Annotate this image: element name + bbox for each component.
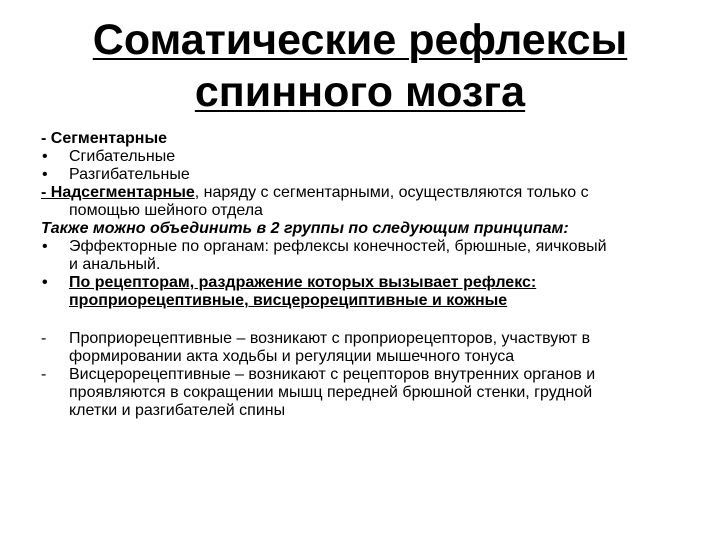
suprasegmental-heading: - Надсегментарные [41, 184, 195, 201]
list-item-effector [41, 238, 681, 274]
bullet-icon: • [42, 148, 48, 165]
spacer [41, 310, 681, 330]
receptor-line-1: По рецепторам, раздражение которых вызывает рефлекс: [69, 274, 537, 291]
list-item-visceroceptive [41, 366, 681, 420]
proprio-line-1: Проприорецептивные – возникают с проприорецепторов, участвуют в [69, 330, 591, 347]
effector-line-1: Эффекторные по органам: рефлексы конечностей, брюшные, яичковый [69, 238, 607, 255]
list-item-proprioceptive [41, 330, 681, 366]
slide-title-line-2: спинного мозга [194, 68, 526, 116]
receptor-line-2: проприорецептивные, висцерорециптивные и кожные [69, 292, 508, 309]
bullet-icon: • [42, 274, 48, 291]
list-item-extensor [41, 166, 681, 184]
slide-title-line-1: Соматические рефлексы [92, 16, 628, 64]
dash-icon: - [41, 330, 47, 347]
bullet-icon: • [42, 238, 48, 255]
suprasegmental-text: , наряду с сегментарными, осуществляются только с [194, 184, 589, 201]
proprio-line-2: формировании акта ходьбы и регуляции мышечного тонуса [69, 348, 515, 365]
list-item-receptor [41, 274, 681, 310]
slide-title [0, 14, 720, 118]
suprasegmental-continuation: помощью шейного отдела [69, 202, 263, 219]
list-item-flexor [41, 148, 681, 166]
segmental-heading: - Сегментарные [41, 130, 168, 147]
dash-icon: - [41, 366, 47, 383]
suprasegmental-line [41, 184, 681, 202]
bullet-icon: • [42, 166, 48, 183]
effector-line-2: и анальный. [69, 256, 161, 273]
flexor-text: Сгибательные [69, 148, 176, 165]
viscero-line-1: Висцерорецептивные – возникают с рецепторов внутренних органов и [69, 366, 596, 383]
extensor-text: Разгибательные [69, 166, 190, 183]
viscero-line-2: проявляются в сокращении мышц передней брюшной стенки, грудной [69, 384, 593, 401]
viscero-line-3: клетки и разгибателей спины [69, 402, 286, 419]
groups-intro: Также можно объединить в 2 группы по следующим принципам: [41, 220, 569, 237]
slide-body [41, 130, 681, 420]
